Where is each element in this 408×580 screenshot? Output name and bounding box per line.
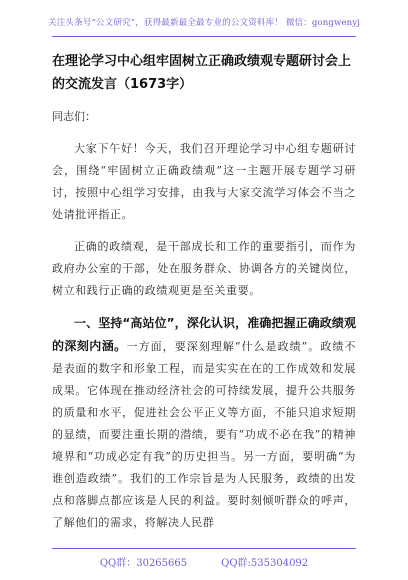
paragraph-2 — [52, 236, 356, 302]
salutation: 同志们： — [52, 110, 96, 123]
paragraph-1 — [52, 138, 356, 226]
section-heading: 一、坚持“高站位”，深化认识，准确把握正确政绩观的深刻内涵。 — [52, 316, 356, 353]
header-promo-note: 关注头条号“公文研究”，获得最新最全最专业的公文资料库！ 微信：gongwenyj — [47, 18, 361, 28]
footer-qq-group-2: QQ群:535304092 — [221, 558, 309, 569]
paragraph-3 — [52, 312, 356, 534]
paragraph-text: 正确的政绩观，是干部成长和工作的重要指引，而作为政府办公室的干部，处在服务群众、协调各方的关键岗位，树立和践行正确的政绩观更是至关重要。 — [52, 240, 356, 297]
paragraph-text: 一方面，要深刻理解“什么是政绩”。政绩不是表面的数字和形象工程，而是实实在在的工作成效和发展成果。它体现在推动经济社会的可持续发展，提升公共服务的质量和水平，促进社会公平正义等方面，不能只追求短期的显绩，而要注重长期的潜绩，要有“功成不必在我”的精神境界和“功成必定有我”的历史担当。另一方面，要明确“为谁创造政绩”。我们的工作宗旨是为人民服务，政绩的出发点和落脚点都应该是人民的利益。要时刻倾听群众的呼声，了解他们的需求，将解决人民群 — [52, 340, 356, 529]
footer-contacts — [0, 554, 408, 569]
footer-divider — [52, 548, 356, 549]
paragraph-text: 大家下午好！今天，我们召开理论学习中心组专题研讨会，围绕“牢固树立正确政绩观”这一主题开展专题学习研讨，按照中心组学习安排，由我与大家交流学习体会不当之处请批评指正。 — [52, 142, 356, 221]
header-divider — [52, 36, 356, 37]
document-body — [52, 50, 356, 544]
document-title: 在理论学习中心组牢固树立正确政绩观专题研讨会上的交流发言（1673字） — [52, 54, 352, 92]
footer-qq-group-1: QQ群：30265665 — [99, 558, 188, 569]
